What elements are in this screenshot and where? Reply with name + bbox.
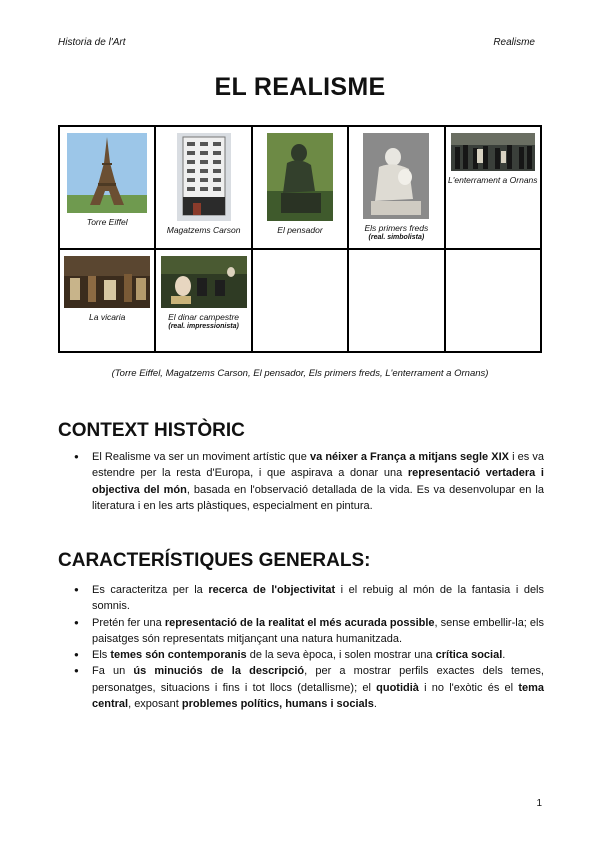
dejeuner-sur-lherbe-image <box>161 256 247 308</box>
text: Fa un <box>92 665 134 678</box>
bold-text: quotidià <box>376 681 419 694</box>
la-vicaria-image <box>64 256 150 308</box>
bold-text: temes són contemporanis <box>110 649 247 662</box>
text: Es caracteritza per la <box>92 584 209 596</box>
bold-text: tema central <box>92 681 544 711</box>
bullet-item <box>92 663 544 712</box>
bold-text: recerca de l'objectivitat <box>208 584 336 596</box>
text: , per a mostrar perfils exactes dels temes, personatges, situacions i fins i tot llocs (detallisme); el <box>92 665 544 694</box>
first-frost-sculpture-image <box>363 133 429 219</box>
empty-cell <box>348 249 444 352</box>
bullet-item <box>92 582 544 615</box>
text: Pretén fer una <box>92 616 165 629</box>
artwork-caption: El pensador <box>277 225 323 235</box>
artwork-caption: Magatzems Carson <box>166 225 241 235</box>
page-title: EL REALISME <box>214 73 386 101</box>
burial-at-ornans-image <box>451 133 535 171</box>
bold-text: crítica social <box>435 649 503 662</box>
artwork-cell <box>445 126 541 249</box>
carson-building-image <box>177 133 231 221</box>
bold-text: representació vertadera i objectiva del món <box>92 467 544 496</box>
artwork-cell <box>59 126 155 249</box>
artwork-cell <box>348 126 444 249</box>
eiffel-tower-image <box>67 133 147 213</box>
text: . <box>502 649 506 662</box>
artwork-caption: L'enterrament a Ornans <box>448 175 538 185</box>
text: . <box>373 698 377 711</box>
artworks-legend: (Torre Eiffel, Magatzems Carson, El pensador, Els primers freds, L'enterrament a Ornans) <box>111 368 489 379</box>
thinker-sculpture-image <box>267 133 333 221</box>
bold-text: problemes polítics, humans i socials <box>181 698 374 711</box>
text: , sense embellir-la; els paisatges són representats mitjançant una natura humanitzada. <box>92 616 544 645</box>
artwork-cell <box>59 249 155 352</box>
context-list <box>58 449 544 514</box>
bullet-item <box>92 647 544 663</box>
bold-text: va néixer a França a mitjans segle XIX <box>309 451 510 463</box>
artwork-cell <box>252 126 348 249</box>
bold-text: ús minuciós de la descripció <box>133 665 305 678</box>
text: i es va estendre per la resta d'Europa, i que aspirava a donar una <box>92 451 544 480</box>
text: El Realisme va ser un moviment artístic que <box>92 451 310 463</box>
bold-text: representació de la realitat el més acurada possible <box>164 616 435 629</box>
text: i el rebuig al món de la fantasia i dels somnis. <box>92 584 545 613</box>
characteristics-list <box>58 582 544 712</box>
text: i no l'exòtic és el <box>418 681 519 694</box>
artworks-table <box>58 125 542 353</box>
header-topic: Realisme <box>493 37 535 48</box>
header-course-title: Historia de l'Art <box>58 37 126 48</box>
text: Els <box>92 649 111 662</box>
empty-cell <box>445 249 541 352</box>
characteristics-heading: CARACTERÍSTIQUES GENERALS: <box>58 550 371 571</box>
artwork-caption: Els primers freds <box>364 223 429 233</box>
artwork-caption: Torre Eiffel <box>86 217 128 227</box>
text: , exposant <box>128 698 182 711</box>
empty-cell <box>252 249 348 352</box>
bullet-item <box>92 449 544 514</box>
artwork-note: (real. impressionista) <box>168 322 239 330</box>
artwork-cell <box>155 249 251 352</box>
artwork-caption: El dinar campestre <box>168 312 240 322</box>
text: de la seva època, i solen mostrar una <box>246 649 436 662</box>
artwork-note: (real. simbolista) <box>368 233 425 241</box>
text: , basada en l'observació detallada de la vida. Es va desenvolupar en la literatura i en les arts plàstiques, especialment en pintura. <box>92 483 544 512</box>
page-number: 1 <box>536 798 542 809</box>
artwork-caption: La vicaria <box>89 312 126 322</box>
context-heading: CONTEXT HISTÒRIC <box>58 420 245 441</box>
bullet-item <box>92 615 544 648</box>
artwork-cell <box>155 126 251 249</box>
